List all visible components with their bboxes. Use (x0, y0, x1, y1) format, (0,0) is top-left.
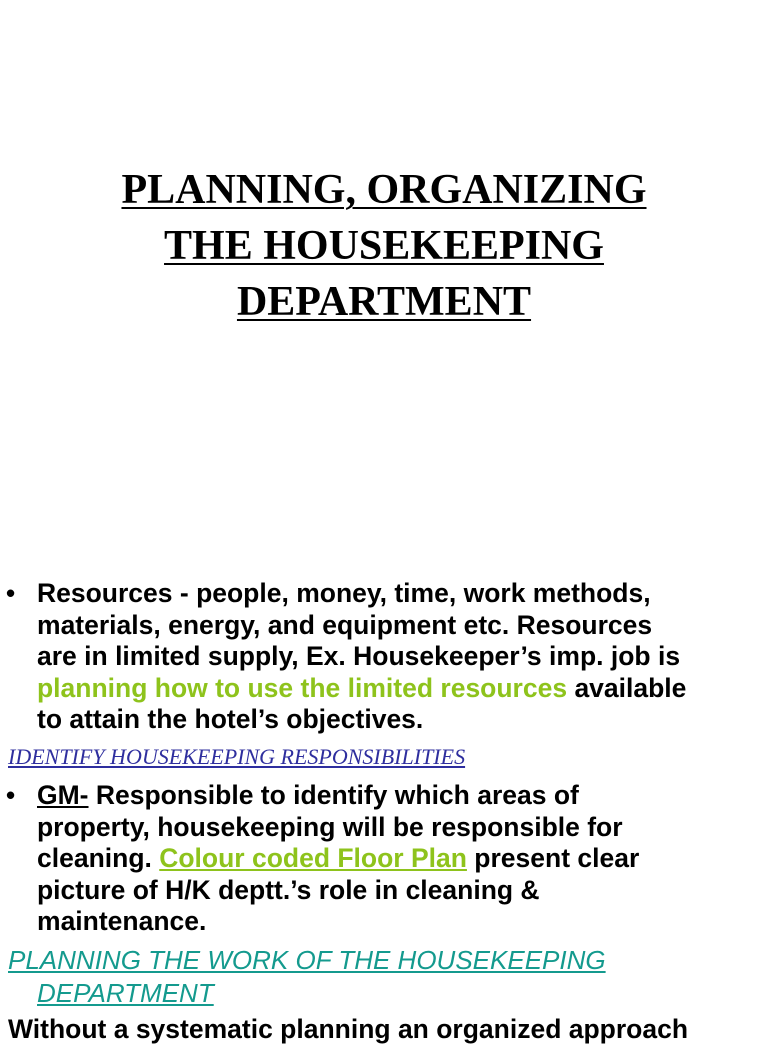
resources-line-3: are in limited supply, Ex. Housekeeper’s imp. job is (37, 641, 681, 672)
planning-work-heading-line-2: DEPARTMENT (37, 978, 214, 1008)
gm-line-1 (37, 780, 768, 812)
gm-line-5: maintenance. (37, 906, 207, 937)
gm-line-3-start: cleaning. (37, 843, 160, 874)
resources-text (37, 578, 768, 736)
gm-line-4: picture of H/K deptt.’s role in cleaning & (37, 874, 540, 905)
resources-line-4-rest: available (567, 672, 687, 703)
resources-line-2: materials, energy, and equipment etc. Resources (37, 609, 653, 640)
resources-line-5: to attain the hotel’s objectives. (37, 704, 424, 735)
title-line-3: DEPARTMENT (236, 279, 532, 325)
bullet-icon: • (6, 780, 16, 810)
gm-line-1-rest: Responsible to identify which areas of (88, 780, 579, 810)
title-line-2: THE HOUSEKEEPING (164, 223, 604, 269)
planning-highlight: planning how to use the limited resources (37, 672, 568, 703)
gm-bullet (0, 780, 768, 940)
title-line-1: PLANNING, ORGANIZING (121, 167, 647, 213)
gm-label: GM- (37, 780, 89, 810)
bullet-icon: • (6, 578, 16, 608)
gm-line-3-rest: present clear (466, 843, 640, 874)
gm-text (37, 780, 768, 938)
planning-work-heading-line-1: PLANNING THE WORK OF THE HOUSEKEEPING (8, 945, 606, 975)
cutoff-text: Without a systematic planning an organized approach (8, 1014, 689, 1044)
planning-work-heading (8, 944, 606, 1010)
resources-bullet (0, 578, 768, 738)
gm-line-3 (37, 843, 768, 875)
gm-line-2: property, housekeeping will be responsible for (37, 811, 623, 842)
identify-responsibilities-heading: IDENTIFY HOUSEKEEPING RESPONSIBILITIES (8, 744, 466, 769)
resources-line-4 (37, 673, 768, 705)
page-title (0, 162, 768, 330)
resources-line-1: Resources - people, money, time, work methods, (37, 578, 651, 608)
floor-plan-highlight: Colour coded Floor Plan (159, 843, 467, 874)
